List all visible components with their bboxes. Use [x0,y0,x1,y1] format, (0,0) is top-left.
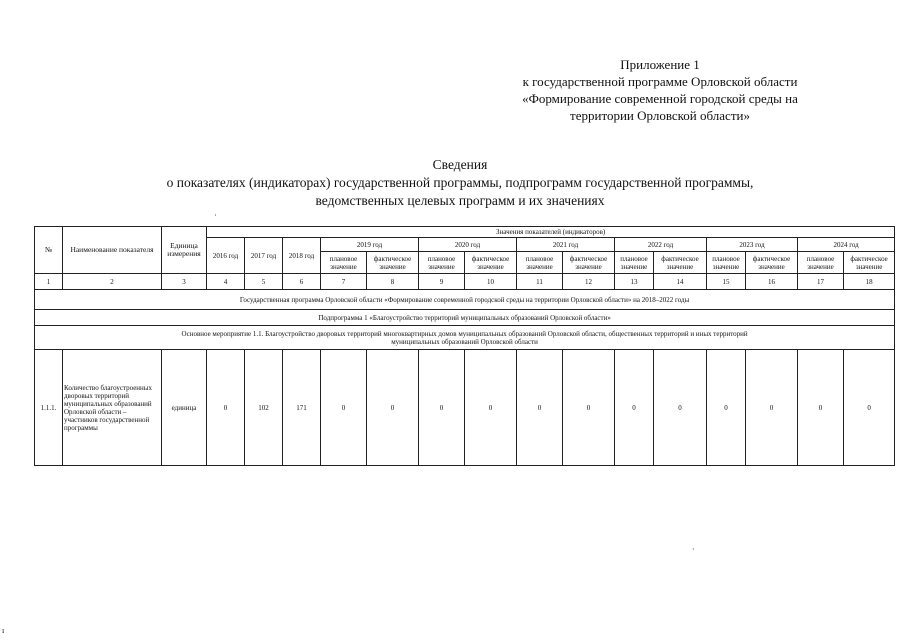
column-number: 13 [615,274,654,290]
page-edge-mark: ı [2,626,5,635]
appendix-line-3: «Формирование современной городской среды на [522,91,798,106]
activity-line-1: Основное мероприятие 1.1. Благоустройство дворовых территорий многоквартирных домов муниципальных образований Орловской области, общественных территорий и иных территорий [181,329,748,338]
cell-value: 0 [707,350,746,466]
header-fact: фактическое значение [746,252,798,274]
header-unit: Единица измерения [162,227,207,274]
indicators-table [34,226,895,466]
column-number: 18 [844,274,895,290]
column-number: 1 [35,274,63,290]
header-year: 2022 год [615,238,707,252]
header-plan: плановое значение [321,252,367,274]
cell-value: 0 [615,350,654,466]
cell-value: 171 [283,350,321,466]
header-name: Наименование показателя [63,227,162,274]
subprogram-title: Подпрограмма 1 «Благоустройство территорий муниципальных образований Орловской области» [35,310,895,326]
title-line-1: Сведения [432,157,488,172]
column-number: 17 [798,274,844,290]
header-fact: фактическое значение [367,252,419,274]
cell-num: 1.1.1. [35,350,63,466]
appendix-line-4: территории Орловской области» [570,108,750,123]
document-title [40,156,880,210]
cell-value: 0 [798,350,844,466]
header-values-group: Значения показателей (индикаторов) [207,227,895,238]
title-line-2: о показателях (индикаторах) государственной программы, подпрограмм государственной программы, [166,175,754,190]
header-fact: фактическое значение [654,252,707,274]
cell-unit: единица [162,350,207,466]
header-plan: плановое значение [419,252,465,274]
cell-name: Количество благоустроенных дворовых территорий муниципальных образований Орловской области – участников государственной программы [63,350,162,466]
cell-value: 0 [517,350,563,466]
cell-value: 102 [245,350,283,466]
stray-dot: · [692,545,695,554]
program-row [35,290,895,310]
header-row-1 [35,227,895,238]
cell-value: 0 [746,350,798,466]
column-number: 5 [245,274,283,290]
header-fact: фактическое значение [563,252,615,274]
activity-row [35,326,895,350]
appendix-line-2: к государственной программе Орловской области [522,74,798,89]
header-year: 2019 год [321,238,419,252]
column-number: 10 [465,274,517,290]
subprogram-row [35,310,895,326]
appendix-line-1: Приложение 1 [620,57,700,72]
column-number: 8 [367,274,419,290]
header-num: № [35,227,63,274]
table-row [35,350,895,466]
activity-title [35,326,895,350]
appendix-block [470,56,850,124]
column-number: 3 [162,274,207,290]
header-year: 2024 год [798,238,895,252]
header-year: 2021 год [517,238,615,252]
column-number: 11 [517,274,563,290]
cell-value: 0 [207,350,245,466]
column-number: 15 [707,274,746,290]
column-number: 16 [746,274,798,290]
cell-value: 0 [563,350,615,466]
column-number: 12 [563,274,615,290]
column-number: 4 [207,274,245,290]
cell-value: 0 [367,350,419,466]
header-year: 2023 год [707,238,798,252]
column-number: 7 [321,274,367,290]
column-number-row [35,274,895,290]
column-number: 14 [654,274,707,290]
cell-value: 0 [419,350,465,466]
cell-value: 0 [654,350,707,466]
header-fact: фактическое значение [465,252,517,274]
header-year: 2020 год [419,238,517,252]
header-year: 2016 год [207,238,245,274]
cell-value: 0 [844,350,895,466]
column-number: 2 [63,274,162,290]
activity-line-2: муниципальных образований Орловской области [391,337,538,346]
column-number: 6 [283,274,321,290]
header-year: 2018 год [283,238,321,274]
stray-mark: ˙ [214,213,217,223]
cell-value: 0 [465,350,517,466]
header-plan: плановое значение [707,252,746,274]
column-number: 9 [419,274,465,290]
program-title: Государственная программа Орловской области «Формирование современной городской среды на территории Орловской области» на 2018–2022 годы [35,290,895,310]
header-year: 2017 год [245,238,283,274]
header-plan: плановое значение [615,252,654,274]
header-plan: плановое значение [798,252,844,274]
cell-value: 0 [321,350,367,466]
title-line-3: ведомственных целевых программ и их значениях [315,193,605,208]
header-plan: плановое значение [517,252,563,274]
header-fact: фактическое значение [844,252,895,274]
